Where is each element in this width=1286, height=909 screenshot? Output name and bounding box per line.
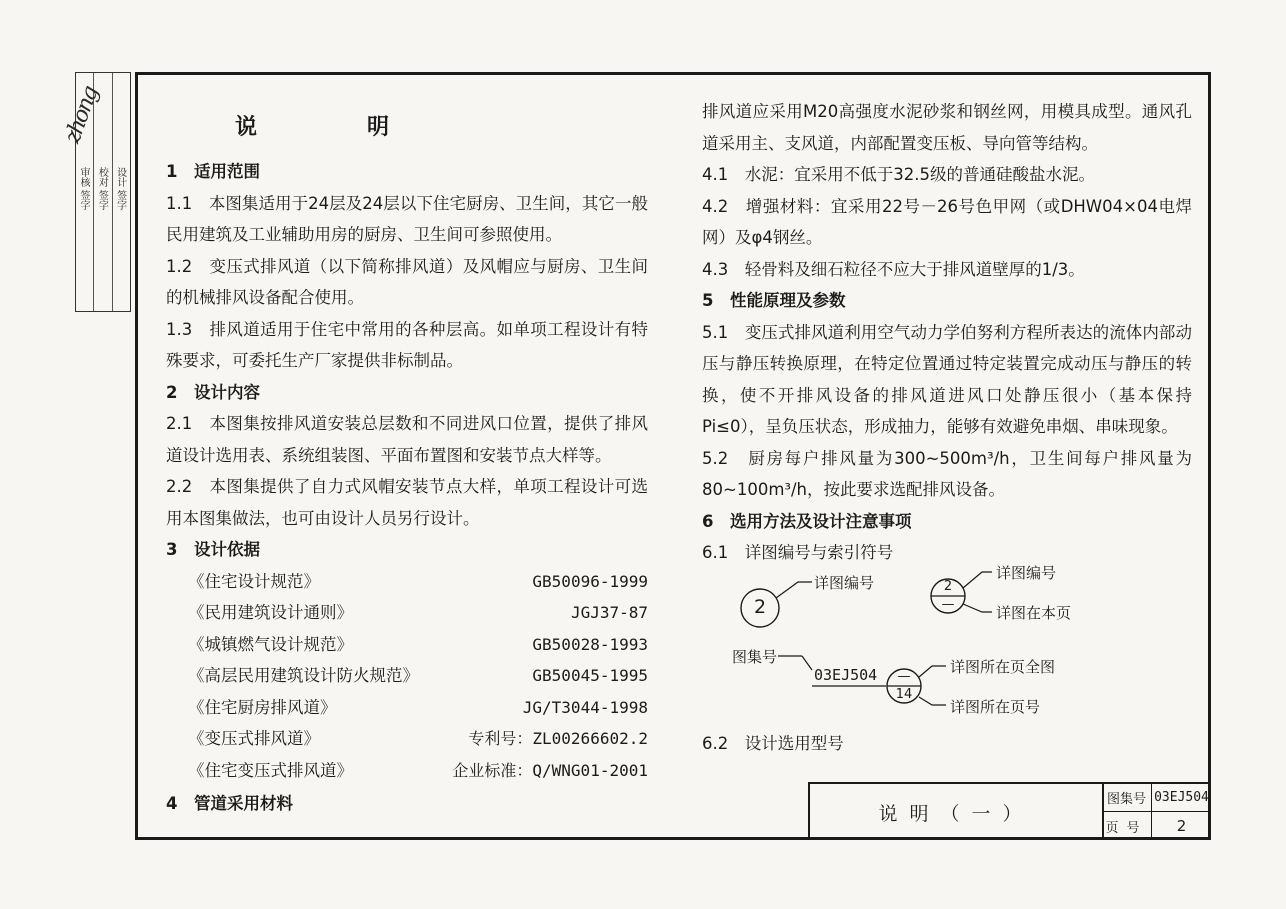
page-number-label: 页号 <box>1102 812 1152 840</box>
reference-item <box>166 629 648 661</box>
index-circle-number: 2 <box>753 596 767 618</box>
section-4-heading: 4 管道采用材料 <box>166 794 293 813</box>
section-3-heading: 3 设计依据 <box>166 540 260 559</box>
reference-code: 企业标准：Q/WNG01-2001 <box>452 760 648 780</box>
index-label: 详图所在页号 <box>950 698 1041 716</box>
reference-name: 《城镇燃气设计规范》 <box>188 634 353 654</box>
atlas-code: 03EJ504 <box>814 666 878 684</box>
reference-item <box>166 597 648 629</box>
reference-code: JG/T3044-1998 <box>522 697 648 717</box>
index-circle-bottom: — <box>941 597 955 612</box>
atlas-number-label: 图集号 <box>1102 784 1152 812</box>
reference-code: GB50028-1993 <box>532 634 648 654</box>
paragraph-4-2: 4.2 增强材料：宜采用22号－26号色甲网（或DHW04×04电焊网）及φ4钢丝。 <box>702 196 1192 247</box>
index-label: 详图编号 <box>996 564 1057 582</box>
reference-name: 《变压式排风道》 <box>188 729 320 748</box>
reference-item <box>166 692 648 724</box>
reference-name: 《民用建筑设计通则》 <box>188 603 353 622</box>
reference-code: 专利号：ZL00266602.2 <box>468 729 648 748</box>
atlas-number-label: 图集号 <box>732 648 778 666</box>
index-circle-bottom: 14 <box>895 687 913 702</box>
handwritten-signature: zhong <box>60 84 104 147</box>
paragraph-6-2: 6.2 设计选用型号 <box>702 734 844 753</box>
paragraph-4-intro: 排风道应采用M20高强度水泥砂浆和钢丝网，用模具成型。通风孔道采用主、支风道，内部配置变压板、导向管等结构。 <box>702 102 1192 153</box>
reference-item <box>166 755 648 787</box>
reference-code: GB50096-1999 <box>532 571 648 591</box>
index-label: 详图在本页 <box>996 604 1072 622</box>
paragraph-5-1: 5.1 变压式排风道利用空气动力学伯努利方程所表达的流体内部动压与静压转换原理，在特定位置通过特定装置完成动压与静压的转换，使不开排风设备的排风道进风口处静压很小（基本保持Pi≤0），呈负压状态，形成抽力，能够有效避免串烟、串味现象。 <box>702 322 1192 436</box>
atlas-number-value: 03EJ504 <box>1152 784 1211 812</box>
index-label: 详图编号 <box>814 574 875 592</box>
reference-name: 《住宅变压式排风道》 <box>188 760 353 780</box>
section-5-heading: 5 性能原理及参数 <box>702 291 846 310</box>
left-column <box>166 104 648 786</box>
index-circle-top: — <box>897 669 911 684</box>
title-block <box>808 782 1211 840</box>
paragraph-5-2: 5.2 厨房每户排风量为300~500m³/h，卫生间每户排风量为80~100m³/h，按此要求选配排风设备。 <box>702 448 1192 499</box>
page-title: 说明 <box>234 114 499 140</box>
paragraph-1-1: 1.1 本图集适用于24层及24层以下住宅厨房、卫生间，其它一般民用建筑及工业辅助用房的厨房、卫生间可参照使用。 <box>166 193 648 244</box>
section-6-heading: 6 选用方法及设计注意事项 <box>702 511 912 531</box>
paragraph-1-2: 1.2 变压式排风道（以下简称排风道）及风帽应与厨房、卫生间的机械排风设备配合使用。 <box>166 256 648 307</box>
paragraph-4-3: 4.3 轻骨料及细石粒径不应大于排风道壁厚的1/3。 <box>702 259 1085 279</box>
paragraph-1-3: 1.3 排风道适用于住宅中常用的各种层高。如单项工程设计有特殊要求，可委托生产厂家提供非标制品。 <box>166 319 648 370</box>
paragraph-6-1: 6.1 详图编号与索引符号 <box>702 543 894 562</box>
stamp-col-proof: 校对 签字 <box>94 73 112 311</box>
right-column <box>702 96 1192 569</box>
reference-name: 《住宅设计规范》 <box>188 571 320 591</box>
reference-item <box>166 566 648 598</box>
reference-name: 《高层民用建筑设计防火规范》 <box>188 666 419 685</box>
index-symbol-diagram <box>720 560 1200 730</box>
reference-code: JGJ37-87 <box>570 603 648 622</box>
index-circle-top: 2 <box>943 579 953 594</box>
reference-code: GB50045-1995 <box>532 666 648 685</box>
reference-name: 《住宅厨房排风道》 <box>188 697 337 717</box>
title-block-title: 说明（一） <box>810 784 1104 840</box>
paragraph-2-1: 2.1 本图集按排风道安装总层数和不同进风口位置，提供了排风道设计选用表、系统组装图、平面布置图和安装节点大样等。 <box>166 414 648 465</box>
paragraph-4-1: 4.1 水泥：宜采用不低于32.5级的普通硅酸盐水泥。 <box>702 165 1095 184</box>
paragraph-2-2: 2.2 本图集提供了自力式风帽安装节点大样，单项工程设计可选用本图集做法，也可由设计人员另行设计。 <box>166 477 648 528</box>
reference-item <box>166 723 648 755</box>
reference-item <box>166 660 648 692</box>
section-2-heading: 2 设计内容 <box>166 382 260 402</box>
section-1-heading: 1 适用范围 <box>166 162 260 181</box>
stamp-col-design: 设计 签字 <box>114 167 126 211</box>
stamp-col-review: 审核 签字 <box>76 73 94 311</box>
page-number-value: 2 <box>1176 817 1187 835</box>
index-label: 详图所在页全图 <box>950 658 1056 676</box>
